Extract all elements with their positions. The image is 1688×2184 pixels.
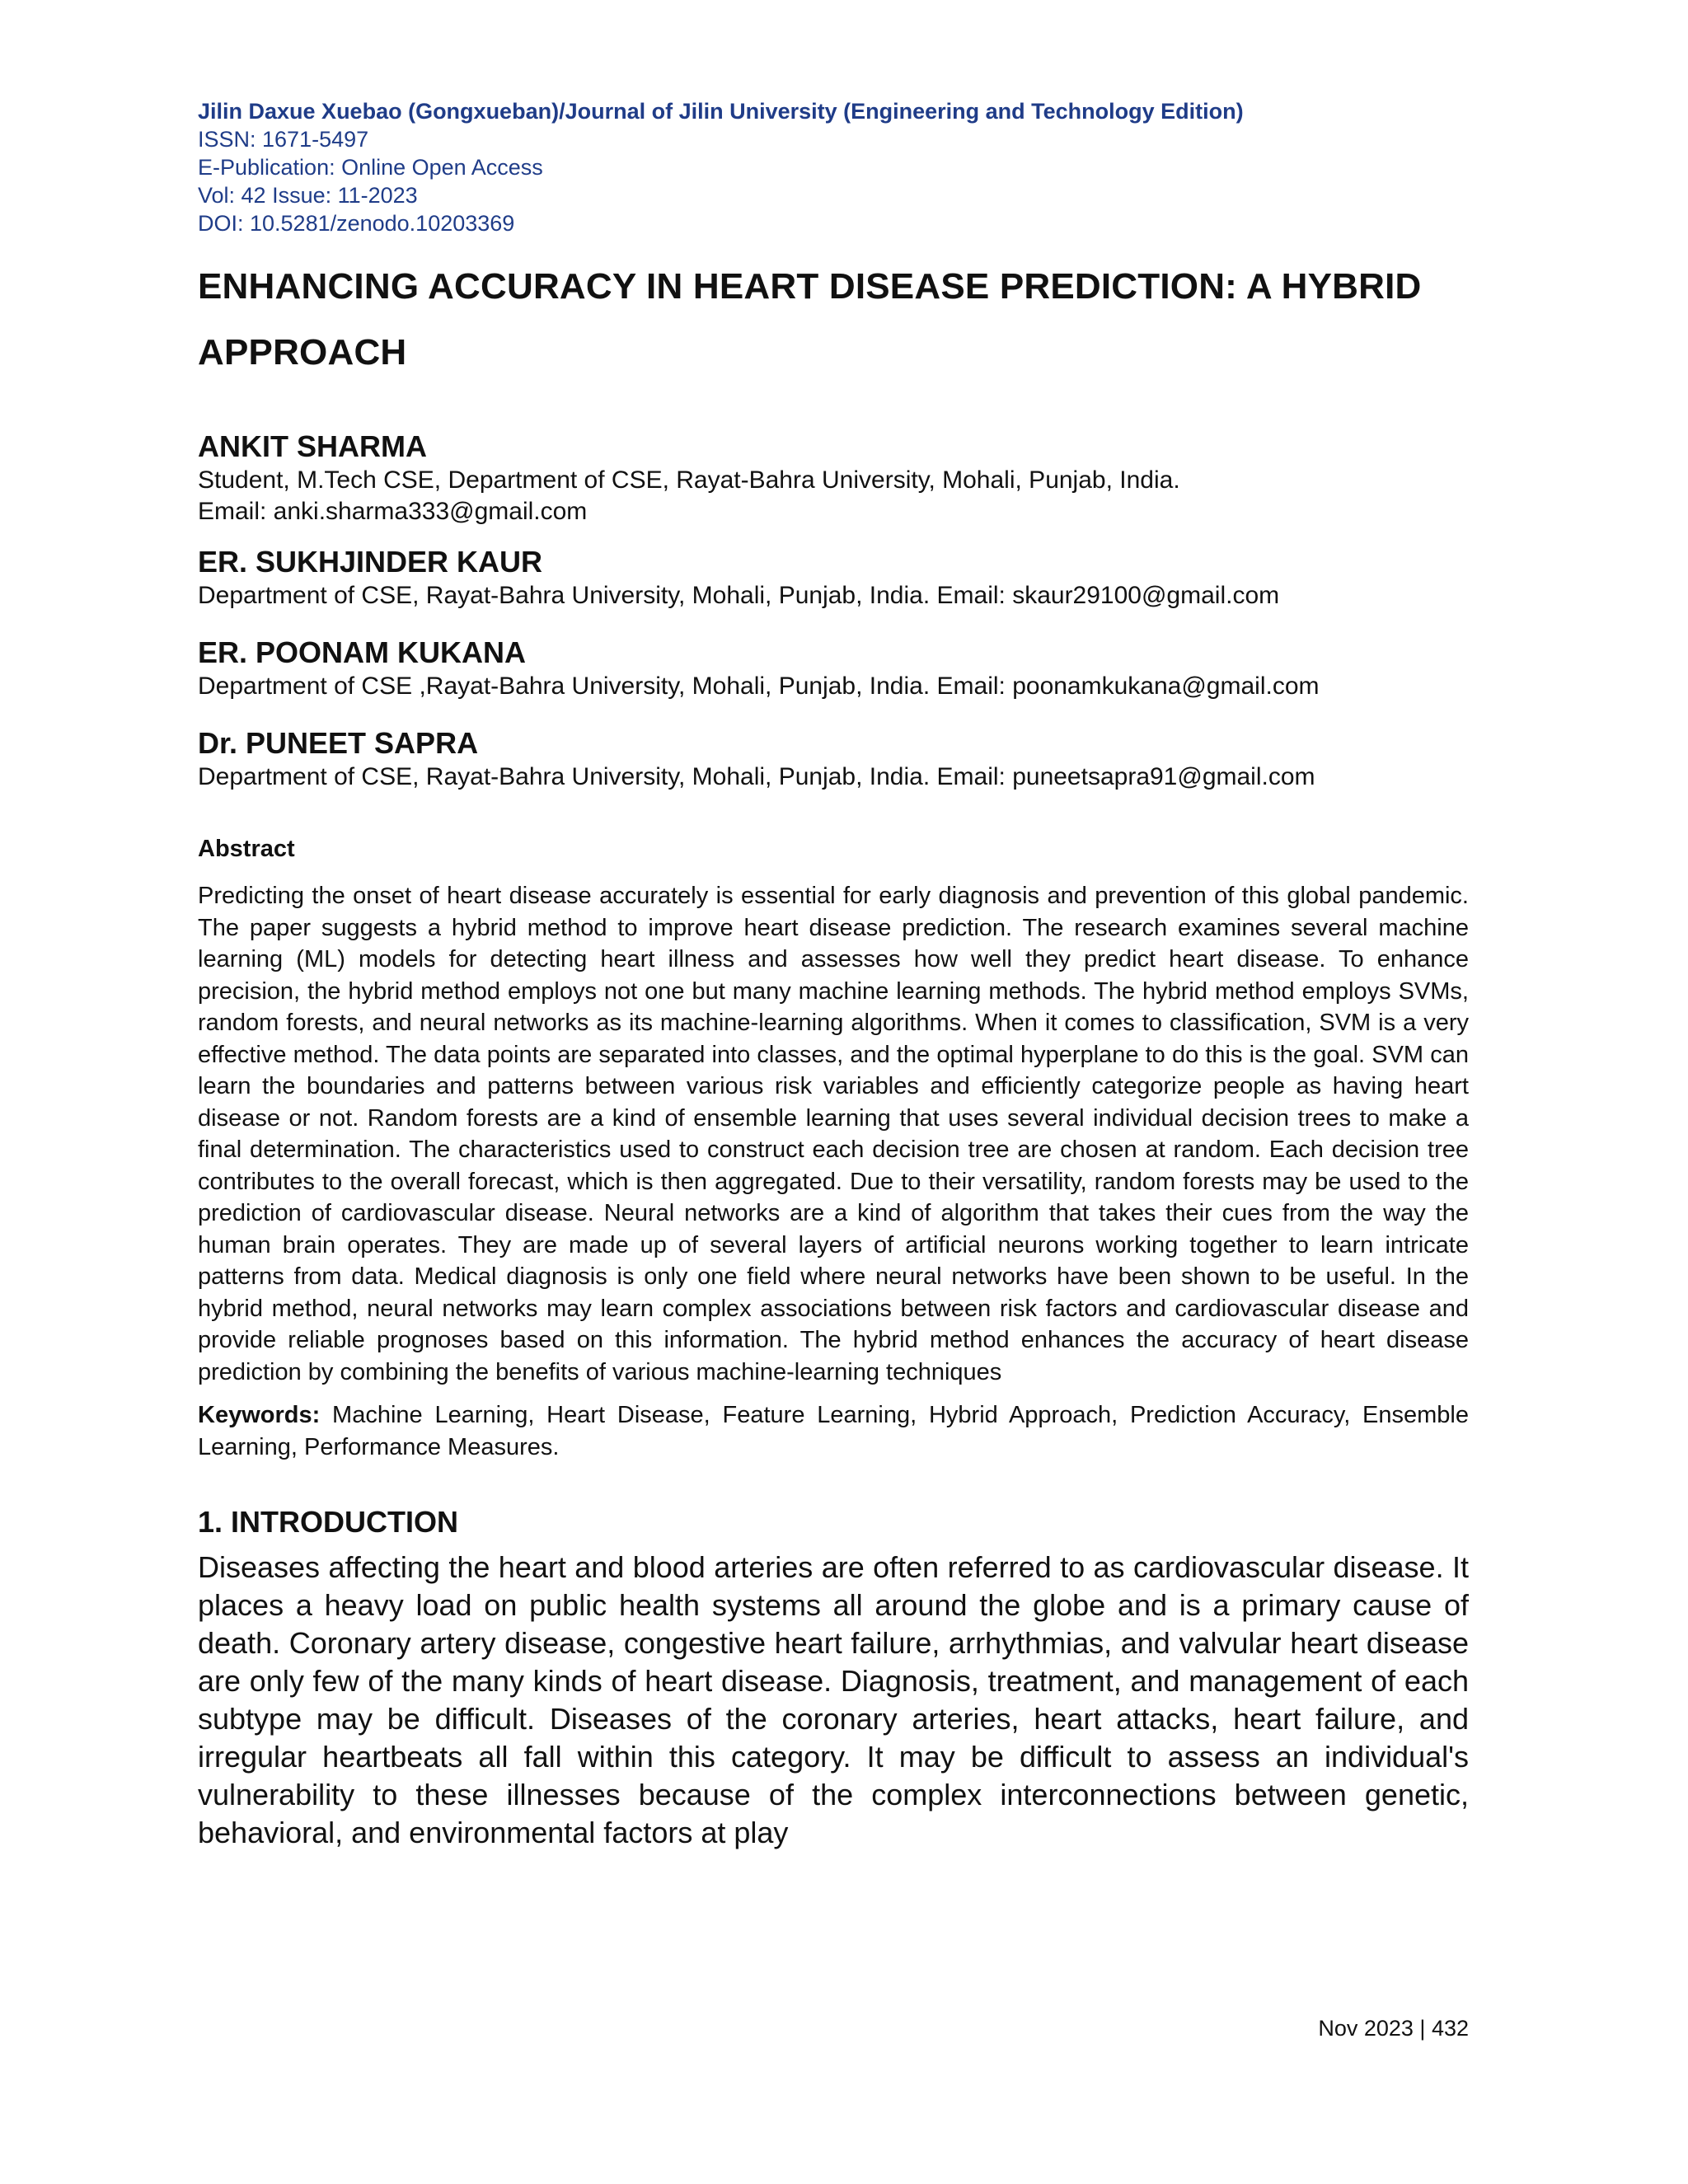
keywords — [198, 1399, 1469, 1463]
keywords-text: Machine Learning, Heart Disease, Feature Learning, Hybrid Approach, Prediction Accuracy, Ensemble Learning, Performance Measures. — [198, 1402, 1469, 1460]
author-affiliation: Department of CSE, Rayat-Bahra University, Mohali, Punjab, India. Email: skaur29100@gmail.com — [198, 582, 1280, 609]
abstract-text: Predicting the onset of heart disease accurately is essential for early diagnosis and prevention of this global pandemic. The paper suggests a hybrid method to improve heart disease prediction. The research examines several machine learning (ML) models for detecting heart illness and assesses how well they predict heart disease. To enhance precision, the hybrid method employs not one but many machine learning methods. The hybrid method employs SVMs, random forests, and neural networks as its machine-learning algorithms. When it comes to classification, SVM is a very effective method. The data points are separated into classes, and the optimal hyperplane to do this is the goal. SVM can learn the boundaries and patterns between various risk variables and efficiently categorize people as having heart disease or not. Random forests are a kind of ensemble learning that uses several individual decision trees to make a final determination. The characteristics used to construct each decision tree are chosen at random. Each decision tree contributes to the overall forecast, which is then aggregated. Due to their versatility, random forests may be used to the prediction of cardiovascular disease. Neural networks are a kind of algorithm that takes their cues from the way the human brain operates. They are made up of several layers of artificial neurons working together to learn intricate patterns from data. Medical diagnosis is only one field where neural networks have been shown to be useful. In the hybrid method, neural networks may learn complex associations between risk factors and cardiovascular disease and provide reliable prognoses based on this information. The hybrid method enhances the accuracy of heart disease prediction by combining the benefits of various machine-learning techniques — [198, 883, 1469, 1385]
journal-title: Jilin Daxue Xuebao (Gongxueban)/Journal of Jilin University (Engineering and Technology Edition) — [198, 99, 1244, 124]
author-affiliation: Department of CSE ,Rayat-Bahra University, Mohali, Punjab, India. Email: poonamkukana@gmail.com — [198, 673, 1320, 700]
section-heading-introduction: 1. INTRODUCTION — [198, 1505, 459, 1539]
author-1 — [198, 429, 1469, 527]
journal-volume: Vol: 42 Issue: 11-2023 — [198, 183, 418, 208]
journal-header — [198, 97, 1469, 237]
author-4 — [198, 725, 1469, 793]
paper-title-line2: APPROACH — [198, 332, 407, 373]
author-affiliation: Student, M.Tech CSE, Department of CSE, Rayat-Bahra University, Mohali, Punjab, India. — [198, 466, 1180, 494]
journal-doi: DOI: 10.5281/zenodo.10203369 — [198, 211, 515, 236]
introduction-text: Diseases affecting the heart and blood arteries are often referred to as cardiovascular disease. It places a heavy load on public health systems all around the globe and is a primary cause of death. Coronary artery disease, congestive heart failure, arrhythmias, and valvular heart disease are only few of the many kinds of heart disease. Diagnosis, treatment, and management of each subtype may be difficult. Diseases of the coronary arteries, heart attacks, heart failure, and irregular heartbeats all fall within this category. It may be difficult to assess an individual's vulnerability to these illnesses because of the complex interconnections between genetic, behavioral, and environmental factors at play — [198, 1550, 1469, 1849]
journal-epub: E-Publication: Online Open Access — [198, 155, 543, 180]
author-3 — [198, 635, 1469, 702]
paper-page — [198, 97, 1469, 1852]
author-email: Email: anki.sharma333@gmail.com — [198, 498, 588, 525]
page-footer: Nov 2023 | 432 — [1318, 2016, 1469, 2041]
author-name: ER. POONAM KUKANA — [198, 635, 527, 669]
author-name: ANKIT SHARMA — [198, 429, 427, 463]
keywords-label: Keywords: — [198, 1402, 321, 1428]
abstract-heading: Abstract — [198, 836, 295, 862]
author-2 — [198, 544, 1469, 612]
paper-title-line1: ENHANCING ACCURACY IN HEART DISEASE PREDICTION: A HYBRID — [198, 266, 1422, 307]
author-name: Dr. PUNEET SAPRA — [198, 726, 479, 760]
journal-issn: ISSN: 1671-5497 — [198, 127, 369, 152]
paper-title — [198, 254, 1469, 386]
author-name: ER. SUKHJINDER KAUR — [198, 545, 543, 579]
author-affiliation: Department of CSE, Rayat-Bahra University, Mohali, Punjab, India. Email: puneetsapra91@gmail.com — [198, 763, 1315, 790]
